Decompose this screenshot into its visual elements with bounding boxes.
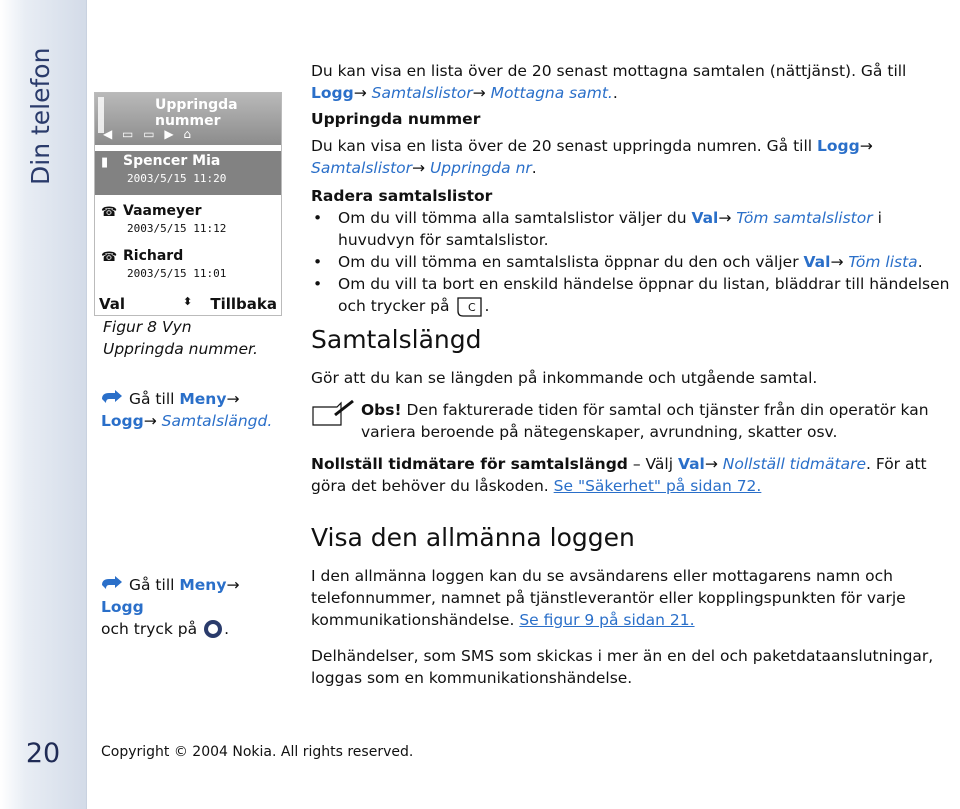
clear-key-icon	[454, 295, 484, 317]
note-box	[311, 399, 951, 443]
text: Om du vill tömma en samtalslista öppnar du den och väljer	[338, 253, 799, 271]
punct: .	[224, 620, 230, 638]
shortcut-logg: Gå till Meny→ Logg och tryck på .	[101, 576, 240, 638]
page-number: 20	[25, 738, 61, 769]
list-item	[95, 151, 281, 195]
entry-time: 2003/5/15 11:01	[127, 267, 227, 280]
main-content	[311, 60, 951, 689]
menu-label: Val	[803, 253, 831, 271]
divider	[86, 0, 87, 809]
paragraph: Du kan visa en lista över de 20 senast uppringda numren. Gå till Logg→ Samtalslistor→ Uppringda nr.	[311, 137, 873, 177]
menu-label: Samtalslistor	[371, 84, 473, 102]
note-icon	[311, 399, 355, 429]
note-label: Obs!	[361, 401, 402, 419]
menu-label: Val	[677, 455, 705, 473]
svg-text:C: C	[468, 301, 477, 314]
menu-label: Meny	[179, 390, 227, 408]
list-item: • Om du vill tömma alla samtalslistor väljer du Val→ Töm samtalslistor i huvudvyn för samtalslistor.	[311, 207, 951, 251]
term-label: Nollställ tidmätare för samtalslängd	[311, 455, 628, 473]
shortcut-samtalslangd: Gå till Meny→ Logg→ Samtalslängd.	[101, 390, 273, 430]
paragraph: Delhändelser, som SMS som skickas i mer än en del och paketdataanslutningar, loggas som en kommunikationshändelse.	[311, 647, 934, 687]
list-item	[95, 201, 281, 245]
phone-header-title: Uppringda nummer	[155, 97, 238, 129]
paragraph: Du kan visa en lista över de 20 senast mottagna samtalen (nättjänst). Gå till Logg→ Samtalslistor→ Mottagna samt..	[311, 62, 907, 102]
entry-name: Richard	[123, 248, 184, 264]
punct: .	[612, 84, 618, 102]
note-text: Den fakturerade tiden för samtal och tjänster från din operatör kan variera beroende på nätegenskaper, avrundning, skatter osv.	[361, 401, 929, 441]
heading-samtalslangd: Samtalslängd	[311, 325, 482, 354]
list-item	[311, 273, 951, 317]
menu-label: Nollställ tidmätare	[722, 455, 866, 473]
phone-screen	[94, 92, 282, 316]
shortcut-text: Gå till	[129, 576, 175, 594]
heading-radera: Radera samtalslistor	[311, 187, 493, 205]
entry-name: Spencer Mia	[123, 153, 221, 169]
text: Om du vill tömma alla samtalslistor väljer du	[338, 209, 687, 227]
arrow-right-icon	[101, 390, 123, 406]
entry-name: Vaameyer	[123, 203, 202, 219]
phone-handset-icon: ☎	[101, 205, 118, 220]
text: Du kan visa en lista över de 20 senast mottagna samtalen (nättjänst). Gå till	[311, 62, 907, 80]
menu-label: Val	[691, 209, 719, 227]
tab-arrows-icon: ◀ ▭ ▭ ▶ ⌂	[103, 127, 195, 141]
menu-label: Logg	[311, 84, 354, 102]
logg-label: Logg	[101, 598, 144, 616]
shortcut-tail: och tryck på	[101, 620, 198, 638]
text: Om du vill ta bort en enskild händelse öppnar du listan, bläddrar till händelsen och trycker på	[338, 275, 950, 315]
cross-reference-link[interactable]: Se figur 9 på sidan 21.	[519, 611, 695, 629]
menu-label: Logg	[817, 137, 860, 155]
menu-label: Töm samtalslistor	[736, 209, 873, 227]
arrow-right-icon	[101, 576, 123, 592]
footer-copyright: Copyright © 2004 Nokia. All rights reserved.	[101, 744, 414, 760]
text: I den allmänna loggen kan du se avsändarens eller mottagarens namn och telefonnummer, namnet på tjänstleverantör eller kopplingspunkten för varje kommunikationshändelse.	[311, 567, 906, 629]
left-softkey: Val	[99, 295, 126, 313]
phone-handset-icon: ▮	[101, 155, 109, 170]
punct: .	[484, 297, 490, 315]
menu-label: Uppringda nr	[429, 159, 532, 177]
entry-time: 2003/5/15 11:20	[127, 172, 227, 185]
logg-label: Logg	[101, 412, 144, 430]
navigation-key-icon	[202, 618, 224, 640]
cross-reference-link[interactable]: Se "Säkerhet" på sidan 72.	[553, 477, 762, 495]
softkey-bar	[95, 293, 281, 315]
paragraph: Gör att du kan se längden på inkommande och utgående samtal.	[311, 369, 818, 387]
phone-header	[95, 93, 281, 145]
text: i huvudvyn för samtalslistor.	[338, 209, 882, 249]
list-item	[95, 246, 281, 290]
list-item: • Om du vill tömma en samtalslista öppnar du den och väljer Val→ Töm lista.	[311, 251, 951, 273]
target-label: Samtalslängd.	[161, 412, 273, 430]
text: – Välj	[627, 455, 674, 473]
sidebar-band	[0, 0, 86, 809]
section-title: Din telefon	[26, 47, 55, 185]
paragraph	[311, 565, 951, 631]
shortcut-text: Gå till	[129, 390, 175, 408]
menu-label: Töm lista	[848, 253, 918, 271]
bullet-list	[311, 207, 951, 317]
punct: .	[531, 159, 537, 177]
paragraph: Nollställ tidmätare för samtalslängd – Välj Val→ Nollställ tidmätare. För att göra det behöver du låskoden. Se "Säkerhet" på sidan 72.	[311, 455, 927, 495]
punct: .	[917, 253, 923, 271]
right-softkey: Tillbaka	[210, 295, 277, 313]
heading-uppringda: Uppringda nummer	[311, 110, 481, 128]
text: . För att göra det behöver du låskoden.	[311, 455, 927, 495]
menu-label: Samtalslistor	[311, 159, 413, 177]
entry-time: 2003/5/15 11:12	[127, 222, 227, 235]
figure-caption: Figur 8 Vyn Uppringda nummer.	[103, 318, 258, 358]
phone-handset-icon: ☎	[101, 250, 118, 265]
heading-logg: Visa den allmänna loggen	[311, 523, 635, 552]
menu-label: Mottagna samt.	[490, 84, 613, 102]
scroll-arrows-icon: ⬍	[183, 295, 193, 308]
menu-label: Meny	[179, 576, 227, 594]
text: Du kan visa en lista över de 20 senast uppringda numren. Gå till	[311, 137, 813, 155]
